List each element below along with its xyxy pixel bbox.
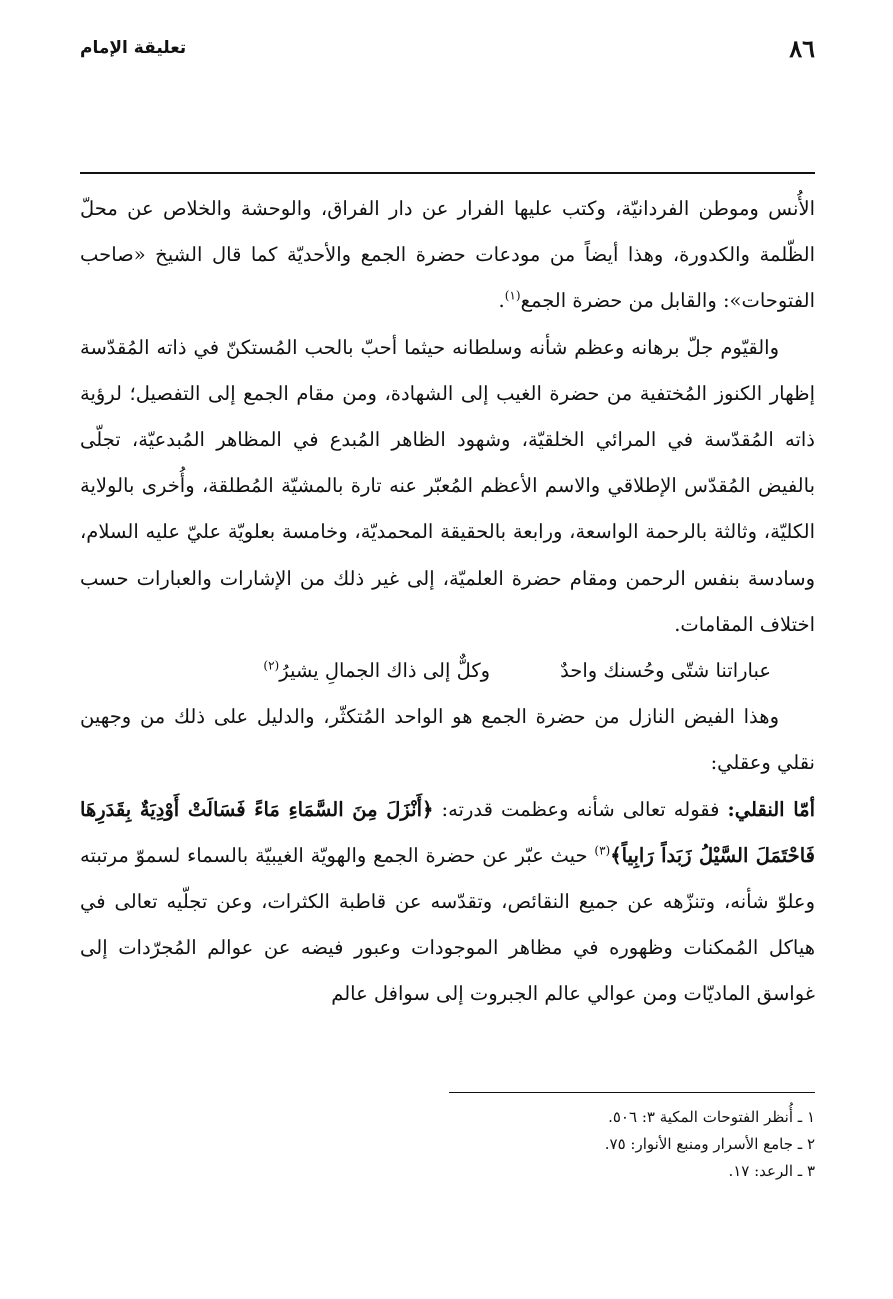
text-line: وهذا الفيض النازل من حضرة الجمع هو الواحد المُتكثّر، والدليل على ذلك من — [139, 705, 779, 729]
page-number: ٨٦ — [789, 33, 815, 63]
footnote-1: ١ ـ أُنظر الفتوحات المكية ٣: ٥٠٦. — [608, 1108, 815, 1126]
main-text — [80, 186, 815, 1018]
paragraph-2 — [80, 325, 815, 648]
text-line: محلّ الظّلمة والكدورة، وهذا أيضاً من مودعات حضرة الجمع والأحديّة كما قال — [80, 197, 816, 267]
footnote-rule — [449, 1092, 815, 1093]
footnotes — [420, 1104, 815, 1185]
running-title: تعليقة الإمام — [80, 38, 187, 58]
text-line: المُطلقة، وأُخرى بالولاية الكليّة، وثالثة بالرحمة الواسعة، ورابعة بالحقيقة المحمديّة، — [80, 474, 816, 544]
paragraph-3 — [80, 694, 815, 786]
text-line: وخامسة بعلويّة عليّ عليه السلام، وسادسة بنفس الرحمن ومقام حضرة العلميّة، إلى — [80, 520, 815, 590]
text-line: الشيخ «صاحب الفتوحات»: والقابل من حضرة الجمع — [80, 243, 815, 313]
paragraph-4 — [80, 787, 815, 1018]
text-line: والقيّوم جلّ برهانه وعظم شأنه وسلطانه حيثما أحبّ بالحب المُستكنّ في ذاته — [156, 335, 779, 359]
footnote-ref-2[interactable]: (٢) — [263, 658, 280, 673]
text-span: فقوله تعالى شأنه وعظمت قدرته: — [441, 797, 720, 821]
text-line: وجهين نقلي وعقلي: — [80, 705, 815, 775]
text-line: التفصيل؛ لرؤية ذاته المُقدّسة في المرائي الخلقيّة، وشهود الظاهر المُبدع في المظاهر — [80, 381, 815, 452]
header-rule — [80, 172, 815, 174]
text-line: المُقدّسة إظهار الكنوز المُختفية من حضرة الغيب إلى الشهادة، ومن مقام الجمع إلى — [80, 335, 815, 405]
text-line: غير ذلك من الإشارات والعبارات حسب اختلاف المقامات. — [80, 566, 815, 636]
paragraph-1 — [80, 186, 815, 325]
footnote-ref-3[interactable]: (٣) — [594, 843, 611, 858]
footnote-2: ٢ ـ جامع الأسرار ومنبع الأنوار: ٧٥. — [604, 1135, 815, 1153]
verse-hemistich-left — [263, 648, 490, 694]
poem-verse — [80, 648, 815, 694]
text-line: المُبدعيّة، تجلّى بالفيض المُقدّس الإطلاقي والاسم الأعظم المُعبّر عنه تارة بالمشيّة — [80, 428, 815, 498]
page-header — [80, 28, 815, 68]
text-line: الأُنس وموطن الفردانيّة، وكتب عليها الفرار عن دار الفراق، والوحشة والخلاص عن — [127, 197, 815, 220]
footnote-3: ٣ ـ الرعد: ١٧. — [728, 1162, 815, 1180]
footnote-ref-1[interactable]: (١) — [504, 288, 521, 303]
verse-text: وكلٌّ إلى ذاك الجمالِ يشيرُ — [279, 659, 491, 683]
quran-quote: ﴿أَنْزَلَ مِنَ السَّمَاءِ مَاءً فَسَالَتْ أَوْدِيَةٌ بِقَدَرِهَا فَاحْتَمَلَ السَّيْلُ زَبَداً رَابِياً﴾ — [80, 797, 815, 867]
period: . — [498, 289, 505, 313]
section-label: أمّا النقلي: — [727, 797, 816, 821]
verse-hemistich-right: عباراتنا شتّى وحُسنك واحدٌ — [560, 659, 771, 683]
text-span: حيث عبّر عن حضرة الجمع والهويّة الغيبيّة بالسماء لسموّ مرتبته وعلوّ شأنه، وتنزّهه عن جميع النقائص، وتقدّسه عن قاطبة الكثرات، وعن تجلّيه تعالى في هياكل المُمكنات وظهوره في مظاهر الموجودات وعبور فيضه عن عوالم المُجرّدات إلى غواسق الماديّات ومن عوالي عالم الجبروت إلى سوافل عالم — [80, 843, 815, 1006]
